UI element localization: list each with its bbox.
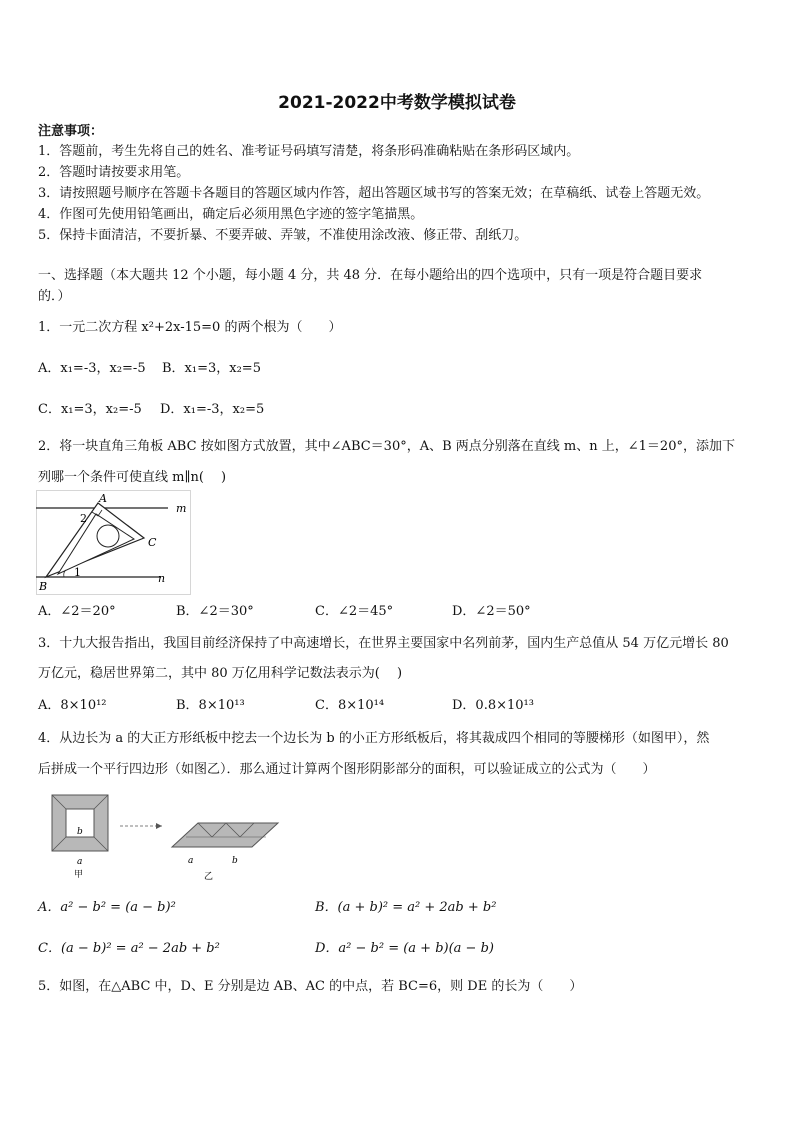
notice-item: 1．答题前，考生先将自己的姓名、准考证号码填写清楚，将条形码准确粘贴在条形码区域内。 xyxy=(38,144,580,159)
question-3-option-c: C．8×10¹⁴ xyxy=(315,698,385,713)
figure-label-b2: b xyxy=(232,856,238,866)
notice-item: 5．保持卡面清洁，不要折暴、不要弄破、弄皱，不准使用涂改液、修正带、刮纸刀。 xyxy=(38,228,528,243)
notice-heading: 注意事项： xyxy=(38,124,104,139)
question-3-option-b: B．8×10¹³ xyxy=(176,698,245,713)
question-4-option-c: C．(a − b)² = a² − 2ab + b² xyxy=(38,941,220,956)
question-4-figure xyxy=(50,793,290,883)
question-2-stem-cont: 列哪一个条件可使直线 m∥n( ) xyxy=(38,470,227,485)
question-4-option-d: D．a² − b² = (a + b)(a − b) xyxy=(315,941,494,956)
question-2-stem: 2．将一块直角三角板 ABC 按如图方式放置，其中∠ABC＝30°，A、B 两点分别落在直线 m、n 上，∠1＝20°，添加下 xyxy=(38,439,735,454)
notice-item: 2．答题时请按要求用笔。 xyxy=(38,165,190,180)
section-heading: 一、选择题（本大题共 12 个小题，每小题 4 分，共 48 分．在每小题给出的四个选项中，只有一项是符合题目要求 xyxy=(38,268,703,283)
question-2-option-b: B．∠2＝30° xyxy=(176,604,254,619)
question-3-stem: 3．十九大报告指出，我国目前经济保持了中高速增长，在世界主要国家中名列前茅，国内生产总值从 54 万亿元增长 80 xyxy=(38,636,729,651)
question-1-option-a: A．x₁=-3，x₂=-5 xyxy=(38,361,146,376)
question-3-option-a: A．8×10¹² xyxy=(38,698,107,713)
figure-label-jia: 甲 xyxy=(74,870,84,880)
question-5-stem: 5．如图，在△ABC 中，D、E 分别是边 AB、AC 的中点，若 BC=6，则 DE 的长为（ ） xyxy=(38,979,583,994)
question-3-stem-cont: 万亿元，稳居世界第二，其中 80 万亿用科学记数法表示为( ) xyxy=(38,666,403,681)
question-1-option-c: C．x₁=3，x₂=-5 xyxy=(38,402,142,417)
section-heading-cont: 的．） xyxy=(38,289,71,304)
question-3-option-d: D．0.8×10¹³ xyxy=(452,698,534,713)
figure-label-n: n xyxy=(158,572,166,585)
figure-label-b: B xyxy=(39,580,48,593)
question-2-option-a: A．∠2＝20° xyxy=(38,604,116,619)
figure-label-m: m xyxy=(176,502,187,515)
question-4-option-b: B．(a + b)² = a² + 2ab + b² xyxy=(315,900,497,915)
question-1-stem: 1．一元二次方程 x²+2x-15=0 的两个根为（ ） xyxy=(38,320,342,335)
notice-item: 4．作图可先使用铅笔画出，确定后必须用黑色字迹的签字笔描黑。 xyxy=(38,207,424,222)
figure-label-a2: a xyxy=(188,856,194,866)
figure-label-yi: 乙 xyxy=(204,872,214,882)
question-4-stem-cont: 后拼成一个平行四边形（如图乙）．那么通过计算两个图形阴影部分的面积，可以验证成立的公式为（ ） xyxy=(38,762,656,777)
figure-label-c: C xyxy=(148,536,157,549)
question-1-option-b: B．x₁=3，x₂=5 xyxy=(162,361,261,376)
question-2-option-c: C．∠2＝45° xyxy=(315,604,394,619)
question-4-option-a: A．a² − b² = (a − b)² xyxy=(38,900,176,915)
page-title: 2021-2022中考数学模拟试卷 xyxy=(278,93,516,113)
question-4-stem: 4．从边长为 a 的大正方形纸板中挖去一个边长为 b 的小正方形纸板后，将其裁成四个相同的等腰梯形（如图甲），然 xyxy=(38,731,710,746)
question-2-option-d: D．∠2＝50° xyxy=(452,604,531,619)
figure-label-a: A xyxy=(99,492,107,505)
figure-label-angle-2: 2 xyxy=(80,512,87,525)
notice-item: 3．请按照题号顺序在答题卡各题目的答题区域内作答，超出答题区域书写的答案无效；在草稿纸、试卷上答题无效。 xyxy=(38,186,710,201)
question-2-figure xyxy=(36,490,191,595)
figure-label-angle-1: 1 xyxy=(74,566,81,579)
figure-label-a: a xyxy=(77,857,83,867)
question-1-option-d: D．x₁=-3，x₂=5 xyxy=(160,402,265,417)
figure-label-b: b xyxy=(77,827,83,837)
